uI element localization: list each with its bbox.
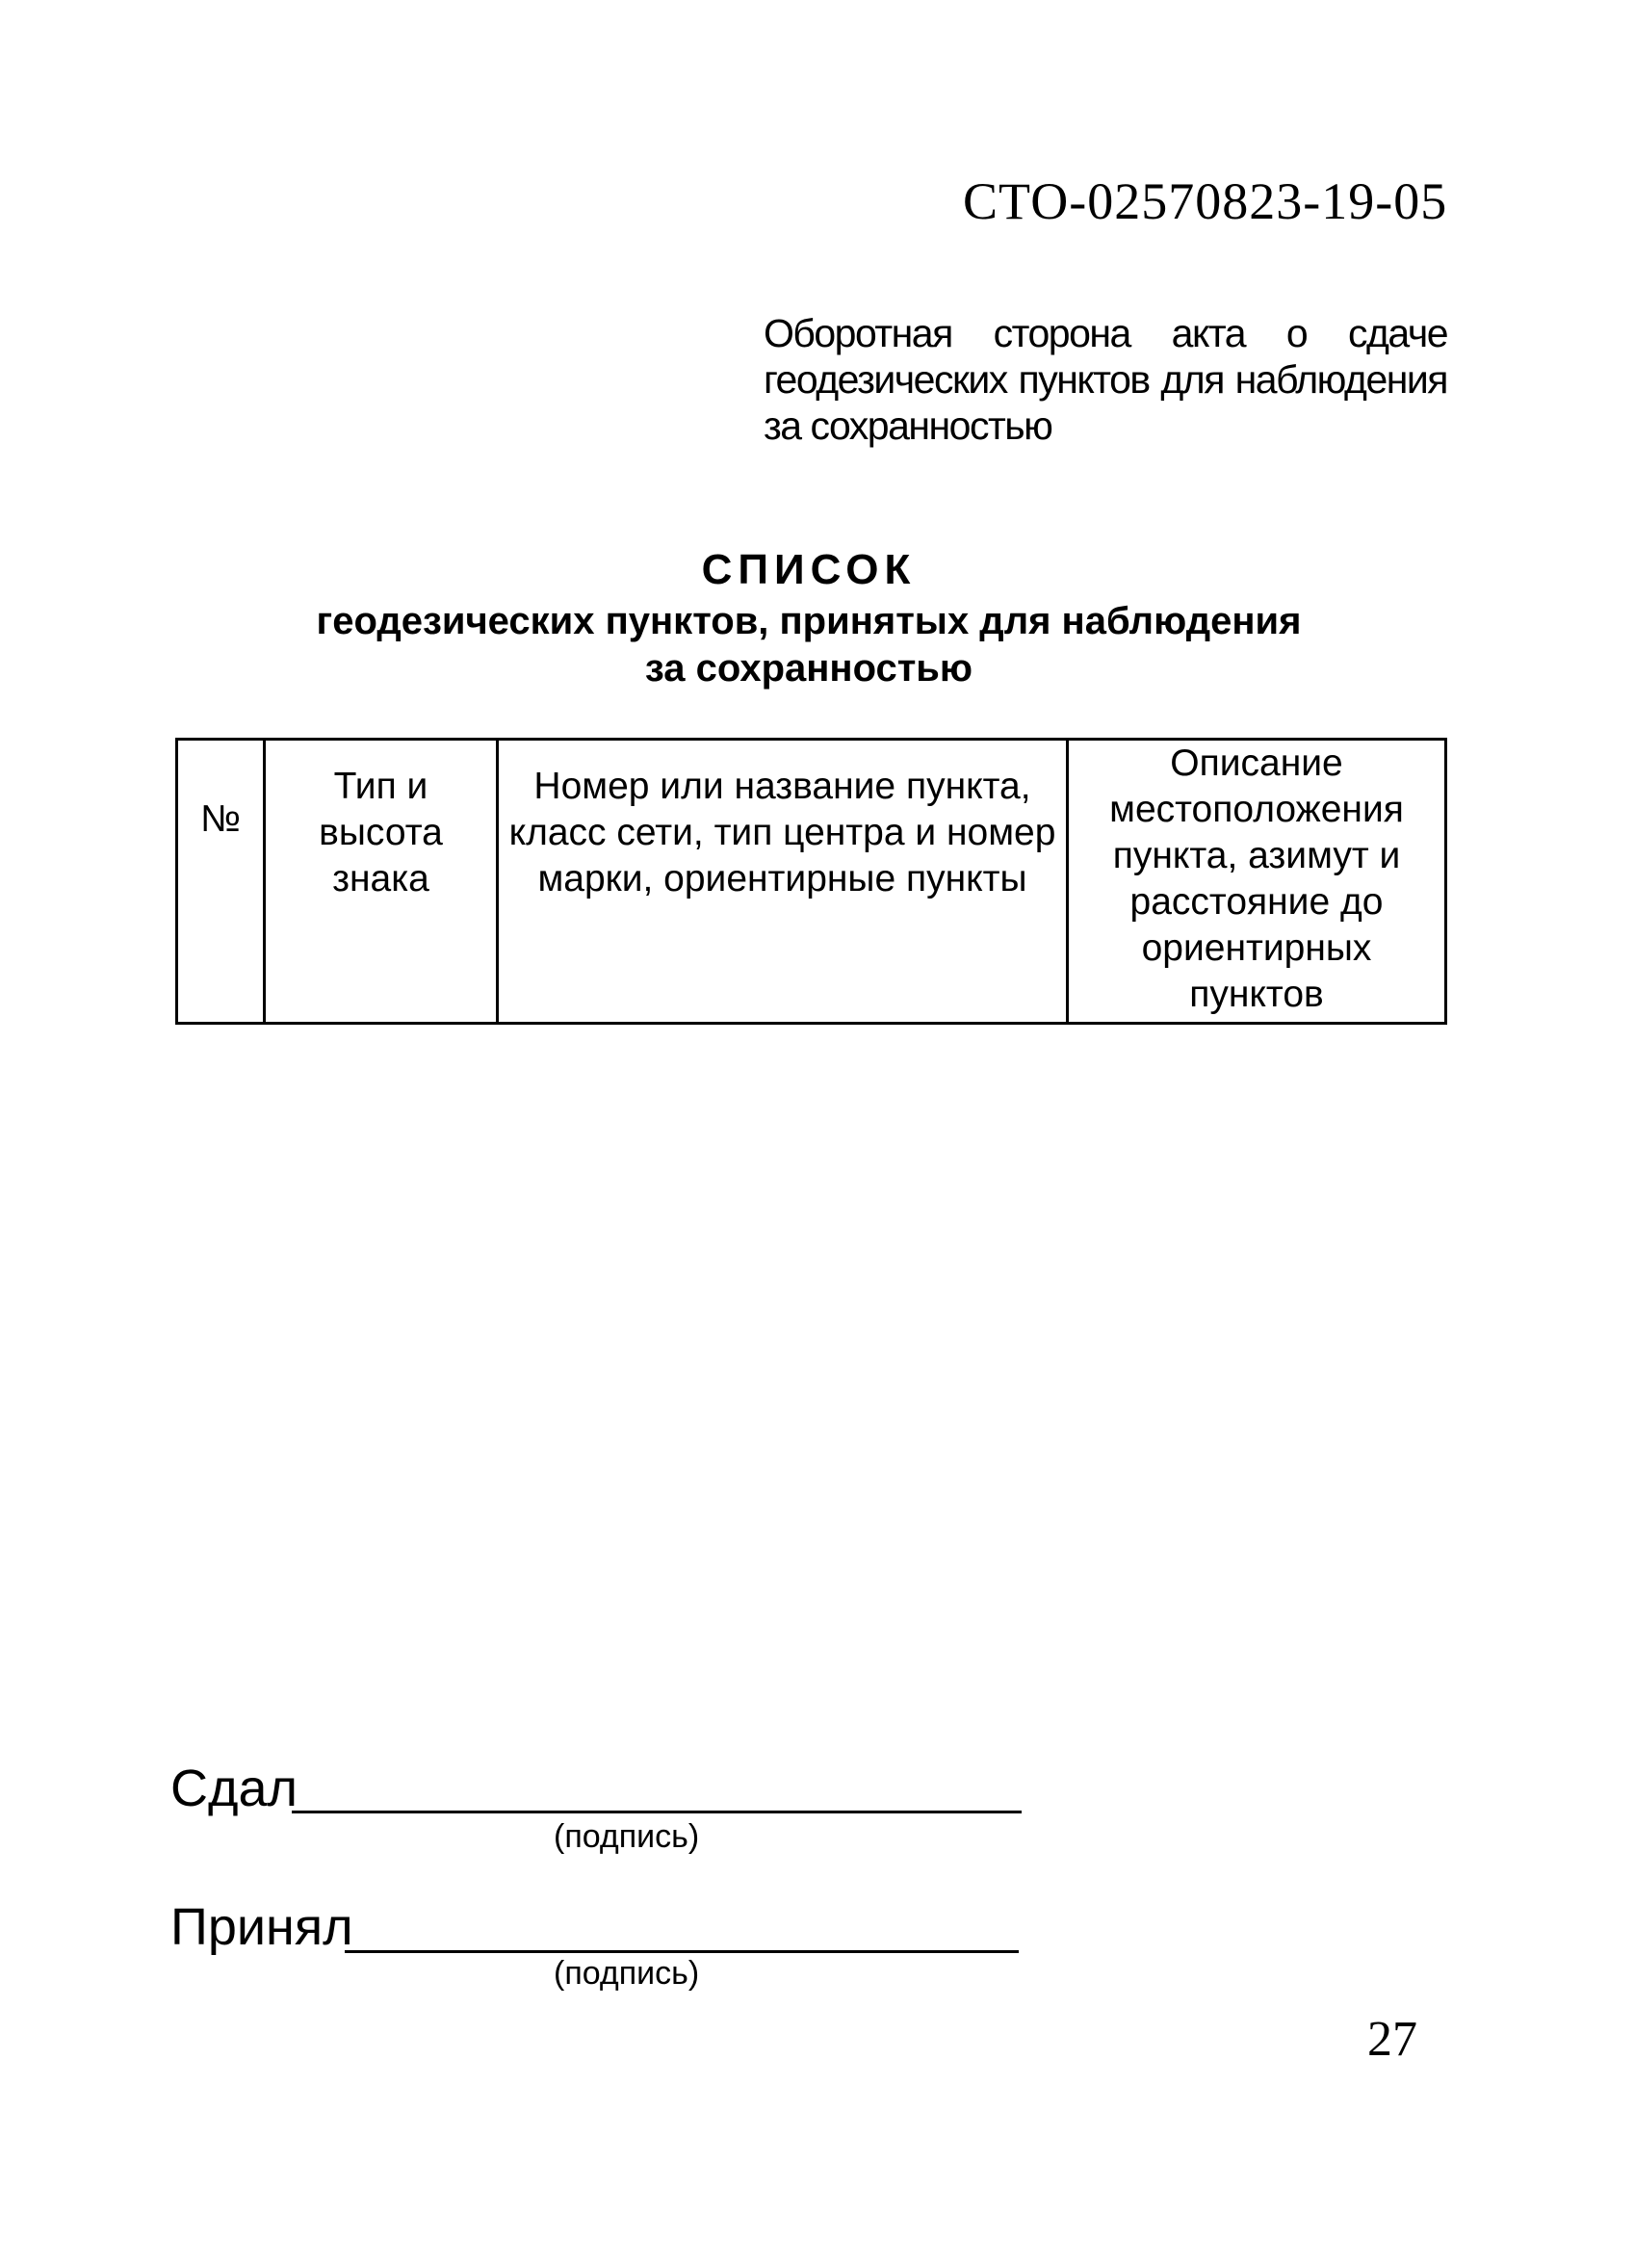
page-number: 27	[1367, 2012, 1417, 2067]
handed-signature-caption: (подпись)	[554, 1818, 700, 1855]
table-header-row	[177, 740, 1446, 1024]
accepted-signature-line[interactable]	[345, 1950, 1019, 1953]
header-location-description: Описание местоположения пункта, азимут и расстояние до ориентирных пунктов	[1068, 740, 1446, 1024]
handed-signature-line[interactable]	[292, 1811, 1022, 1813]
title-main: СПИСОК	[701, 546, 917, 593]
accepted-label: Принял	[170, 1898, 353, 1956]
accepted-signature-caption: (подпись)	[554, 1955, 700, 1992]
handed-label: Сдал	[170, 1760, 298, 1817]
title-line-2: за сохранностью	[644, 647, 973, 690]
document-code: СТО-02570823-19-05	[963, 172, 1448, 230]
geodetic-points-table	[175, 738, 1447, 1025]
document-note: Оборотная сторона акта о сдаче геодезических пунктов для наблюдения за сохранностью	[764, 311, 1447, 448]
header-point-name: Номер или название пункта, класс сети, тип центра и номер марки, ориентирные пункты	[498, 740, 1068, 1024]
list-title	[173, 542, 1444, 692]
header-type-height: Тип и высота знака	[265, 740, 498, 1024]
header-number: №	[177, 740, 265, 1024]
title-line-1: геодезических пунктов, принятых для наблюдения	[316, 600, 1302, 642]
